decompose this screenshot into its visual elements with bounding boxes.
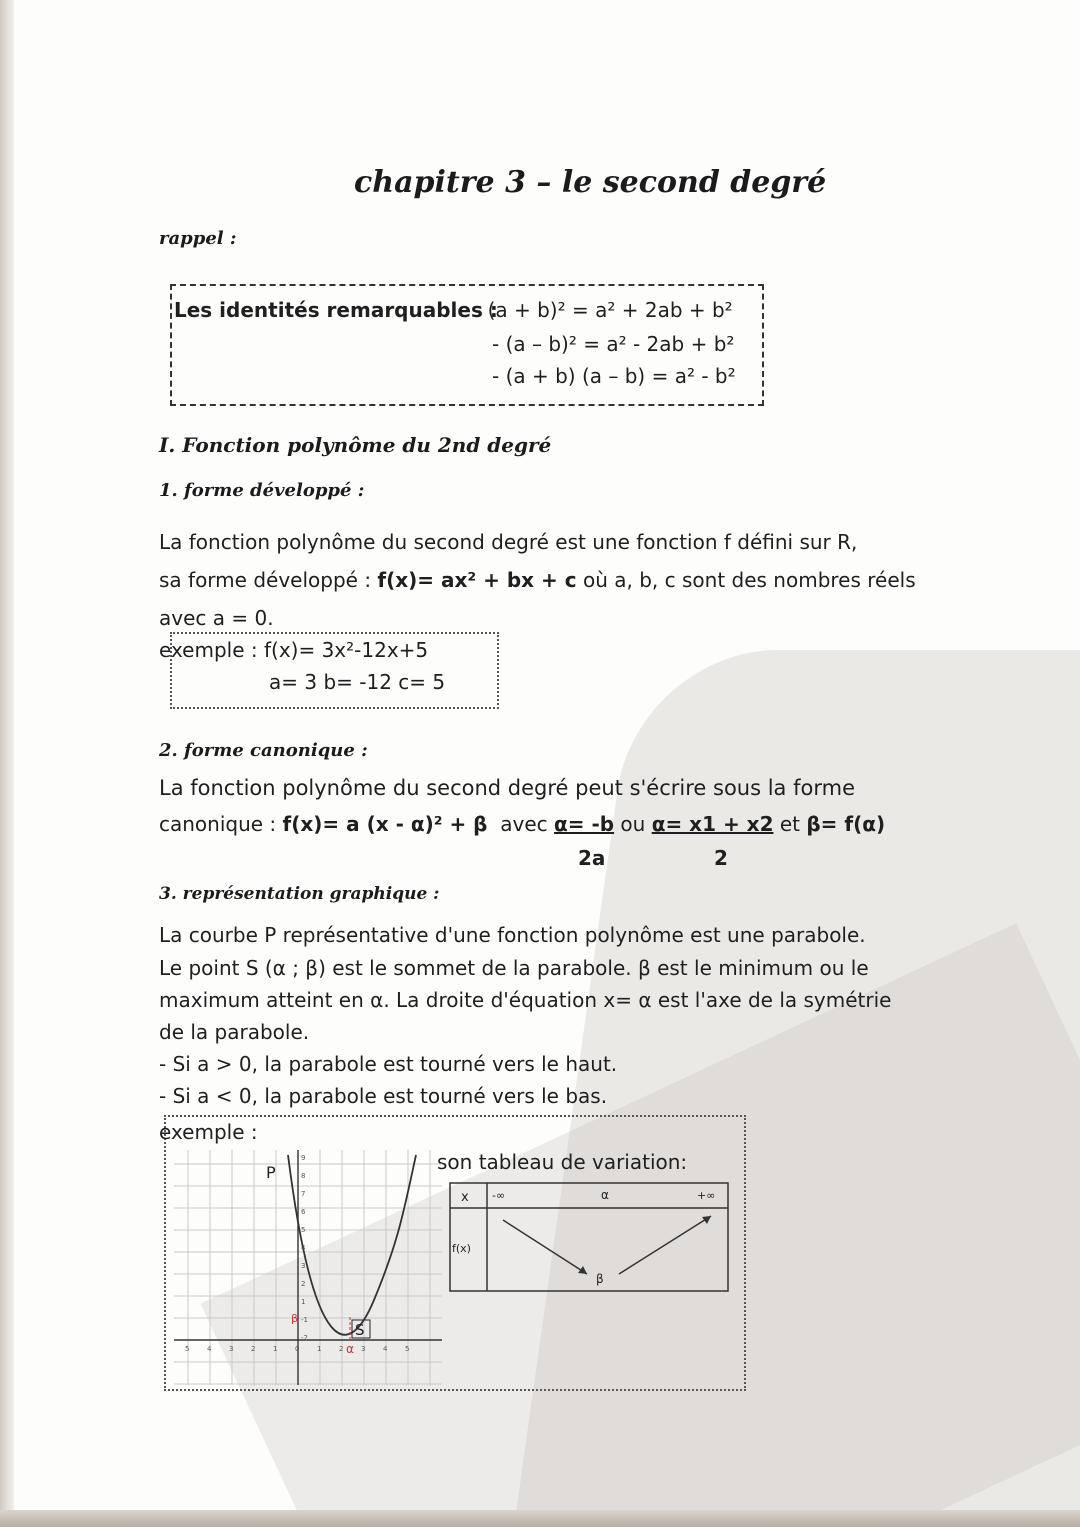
x-tick-label: 5: [185, 1345, 190, 1353]
y-tick-label: -2: [301, 1334, 308, 1342]
page-title: chapitre 3 – le second degré: [354, 165, 827, 200]
vertex-label: S: [355, 1321, 365, 1339]
alpha-label: α: [346, 1342, 354, 1356]
decreasing-arrowhead-icon: [578, 1266, 587, 1274]
example-2-label: exemple :: [159, 1120, 258, 1144]
denominator-2: 2: [714, 846, 728, 870]
y-tick-label: 7: [301, 1190, 306, 1198]
increasing-arrow: [619, 1216, 711, 1274]
example-1-line1: exemple : f(x)= 3x²-12x+5: [159, 638, 429, 662]
x-tick-label: 2: [251, 1345, 256, 1353]
section-1-heading: I. Fonction polynôme du 2nd degré: [159, 433, 552, 457]
x-tick-label: 1: [317, 1345, 322, 1353]
y-tick-label: 3: [301, 1262, 306, 1270]
x-tick-label: 4: [383, 1345, 388, 1353]
para2-line1: La fonction polynôme du second degré peut s'écrire sous la forme: [159, 776, 855, 800]
y-tick-label: 1: [301, 1298, 306, 1306]
curve-label: P: [266, 1163, 276, 1182]
variation-label: son tableau de variation:: [437, 1150, 688, 1174]
subsection-1-heading: 1. forme développé :: [159, 480, 365, 501]
y-tick-label: 9: [301, 1154, 306, 1162]
y-tick-label: 6: [301, 1208, 306, 1216]
identity-2: - (a – b)² = a² - 2ab + b²: [492, 332, 735, 356]
document-page: [14, 0, 1080, 1512]
parabola-graph: [174, 1150, 442, 1385]
x-tick-label: 1: [273, 1345, 278, 1353]
para3-line1: La courbe P représentative d'une fonction polynôme est une parabole.: [159, 923, 866, 947]
para3-line6: - Si a < 0, la parabole est tourné vers le bas.: [159, 1084, 608, 1108]
para1-line1: La fonction polynôme du second degré est une fonction f défini sur R,: [159, 530, 858, 554]
x-tick-label: 3: [229, 1345, 234, 1353]
identity-3: - (a + b) (a – b) = a² - b²: [492, 364, 736, 388]
y-tick-label: 5: [301, 1226, 306, 1234]
x-tick-label: 3: [361, 1345, 366, 1353]
identities-label: Les identités remarquables :: [174, 298, 498, 322]
plus-infinity: +∞: [697, 1189, 716, 1202]
y-tick-label: -1: [301, 1316, 308, 1324]
decreasing-arrow: [503, 1220, 587, 1274]
page-bottom-edge: [0, 1510, 1080, 1527]
parabola-curve: [288, 1155, 416, 1335]
example-1-line2: a= 3 b= -12 c= 5: [269, 670, 446, 694]
x-tick-label: 5: [405, 1345, 410, 1353]
x-tick-label: 0: [295, 1345, 300, 1353]
para3-line2: Le point S (α ; β) est le sommet de la parabole. β est le minimum ou le: [159, 956, 869, 980]
para3-line5: - Si a > 0, la parabole est tourné vers le haut.: [159, 1052, 618, 1076]
x-tick-label: 2: [339, 1345, 344, 1353]
minus-infinity: -∞: [492, 1189, 506, 1202]
beta-label: β: [291, 1312, 299, 1325]
x-row-label: x: [461, 1190, 469, 1205]
y-tick-label: 4: [301, 1244, 306, 1252]
para3-line3: maximum atteint en α. La droite d'équation x= α est l'axe de la symétrie: [159, 988, 892, 1012]
variation-table: [449, 1182, 729, 1292]
para3-line4: de la parabole.: [159, 1020, 310, 1044]
subsection-3-heading: 3. représentation graphique :: [159, 884, 440, 904]
para2-line2: canonique : f(x)= a (x - α)² + β avec α= -b ou α= x1 + x2 et β= f(α): [159, 812, 886, 836]
identity-1: - (a + b)² = a² + 2ab + b²: [474, 298, 733, 322]
fx-row-label: f(x): [452, 1242, 471, 1255]
y-tick-label: 2: [301, 1280, 306, 1288]
page-left-edge: [0, 0, 14, 1527]
subsection-2-heading: 2. forme canonique :: [159, 740, 368, 761]
y-tick-label: 8: [301, 1172, 306, 1180]
beta-value: β: [596, 1272, 604, 1286]
para1-line3: avec a = 0.: [159, 606, 274, 630]
denominator-2a: 2a: [578, 846, 606, 870]
para1-line2: sa forme développé : f(x)= ax² + bx + c où a, b, c sont des nombres réels: [159, 568, 916, 592]
alpha-value: α: [601, 1188, 609, 1202]
x-tick-label: 4: [207, 1345, 212, 1353]
rappel-label: rappel :: [159, 228, 237, 249]
